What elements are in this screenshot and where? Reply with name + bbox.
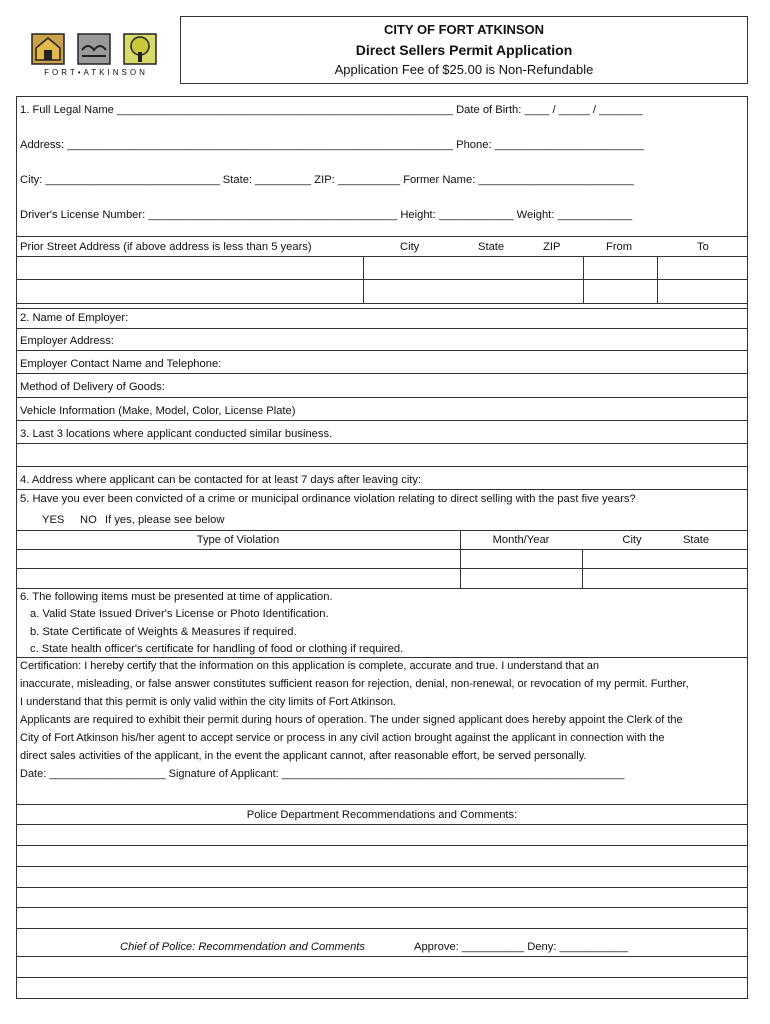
license-line[interactable]: Driver's License Number: ________________________________________ Height: ____________ Weight: ____________	[20, 209, 633, 221]
city-heading: CITY OF FORT ATKINSON	[383, 22, 545, 37]
last-locations-field[interactable]: 3. Last 3 locations where applicant conducted similar business.	[20, 428, 333, 440]
no-option[interactable]: NO	[80, 514, 97, 526]
divider	[16, 443, 748, 444]
divider	[16, 657, 748, 658]
city-logo	[26, 28, 166, 78]
certification-line-6: direct sales activities of the applicant, in the event the applicant cannot, after reasonable effort, be served personally.	[20, 750, 587, 762]
divider	[16, 397, 748, 398]
violation-state-header: State	[682, 534, 710, 546]
divider	[16, 977, 748, 978]
violation-city-header: City	[622, 534, 642, 546]
delivery-method-field[interactable]: Method of Delivery of Goods:	[20, 381, 165, 393]
employer-contact-field[interactable]: Employer Contact Name and Telephone:	[20, 358, 222, 370]
yes-option[interactable]: YES	[42, 514, 65, 526]
divider	[16, 489, 748, 490]
full-name-line[interactable]: 1. Full Legal Name ______________________________________________________ Date of Birth: ____ / _____ / _______	[20, 104, 643, 116]
conviction-question: 5. Have you ever been convicted of a crime or municipal ordinance violation relating to direct selling with the past five years?	[20, 493, 636, 505]
divider	[16, 350, 748, 351]
date-signature-line[interactable]: Date: ___________________ Signature of Applicant: ________________________________________________________	[20, 768, 625, 780]
divider	[16, 466, 748, 467]
certification-line-1: Certification: I hereby certify that the information on this application is complete, accurate and true. I understand that an	[20, 660, 600, 672]
divider	[16, 236, 748, 237]
violation-type-header: Type of Violation	[196, 534, 280, 546]
divider	[16, 804, 748, 805]
prior-zip-header: ZIP	[543, 241, 561, 253]
address-line[interactable]: Address: ______________________________________________________________ Phone: ________________________	[20, 139, 645, 151]
approve-deny-line[interactable]: Approve: __________ Deny: ___________	[414, 941, 628, 953]
certification-line-5: City of Fort Atkinson his/her agent to accept service or process in any civil action brought against the applicant in connection with the	[20, 732, 665, 744]
item-a: a. Valid State Issued Driver's License or Photo Identification.	[30, 608, 329, 620]
divider	[363, 256, 364, 303]
violation-month-header: Month/Year	[492, 534, 550, 546]
divider	[16, 530, 748, 531]
fee-notice: Application Fee of $25.00 is Non-Refundable	[334, 62, 594, 77]
chief-comments-label: Chief of Police: Recommendation and Comments	[120, 941, 365, 953]
items-intro: 6. The following items must be presented at time of application.	[20, 591, 333, 603]
employer-address-field[interactable]: Employer Address:	[20, 335, 114, 347]
certification-line-2: inaccurate, misleading, or false answer constitutes sufficient reason for rejection, denial, non-renewal, or revocation of my permit. Further,	[20, 678, 689, 690]
city-line[interactable]: City: ____________________________ State: _________ ZIP: __________ Former Name: _________________________	[20, 174, 634, 186]
divider	[16, 549, 748, 550]
divider	[16, 866, 748, 867]
item-b: b. State Certificate of Weights & Measures if required.	[30, 626, 297, 638]
prior-city-header: City	[400, 241, 420, 253]
divider	[582, 549, 583, 588]
divider	[16, 420, 748, 421]
divider	[583, 256, 584, 303]
form-frame	[16, 96, 748, 999]
divider	[16, 373, 748, 374]
prior-address-cell-1[interactable]	[16, 256, 364, 280]
divider	[657, 256, 658, 303]
vehicle-info-field[interactable]: Vehicle Information (Make, Model, Color, License Plate)	[20, 405, 296, 417]
prior-state-header: State	[478, 241, 505, 253]
prior-from-header: From	[606, 241, 633, 253]
logo-text: FORT•ATKINSON	[44, 68, 148, 77]
item-c: c. State health officer's certificate for handling of food or clothing if required.	[30, 643, 404, 655]
certification-line-4: Applicants are required to exhibit their permit during hours of operation. The under signed applicant does hereby appoint the Clerk of the	[20, 714, 683, 726]
divider	[16, 956, 748, 957]
divider	[460, 530, 461, 588]
prior-to-header: To	[697, 241, 709, 253]
divider	[16, 308, 748, 309]
divider	[16, 845, 748, 846]
prior-address-label: Prior Street Address (if above address is less than 5 years)	[20, 241, 312, 253]
certification-line-3: I understand that this permit is only valid within the city limits of Fort Atkinson.	[20, 696, 396, 708]
divider	[16, 824, 748, 825]
logo-icon	[26, 28, 166, 68]
police-heading: Police Department Recommendations and Comments:	[246, 809, 518, 821]
contact-address-field[interactable]: 4. Address where applicant can be contacted for at least 7 days after leaving city:	[20, 474, 422, 486]
divider	[16, 568, 748, 569]
divider	[16, 328, 748, 329]
divider	[16, 303, 748, 304]
page-title: Direct Sellers Permit Application	[355, 42, 573, 58]
divider	[16, 588, 748, 589]
divider	[16, 887, 748, 888]
divider	[16, 907, 748, 908]
if-yes-note: If yes, please see below	[105, 514, 225, 526]
employer-name-field[interactable]: 2. Name of Employer:	[20, 312, 129, 324]
divider	[16, 928, 748, 929]
